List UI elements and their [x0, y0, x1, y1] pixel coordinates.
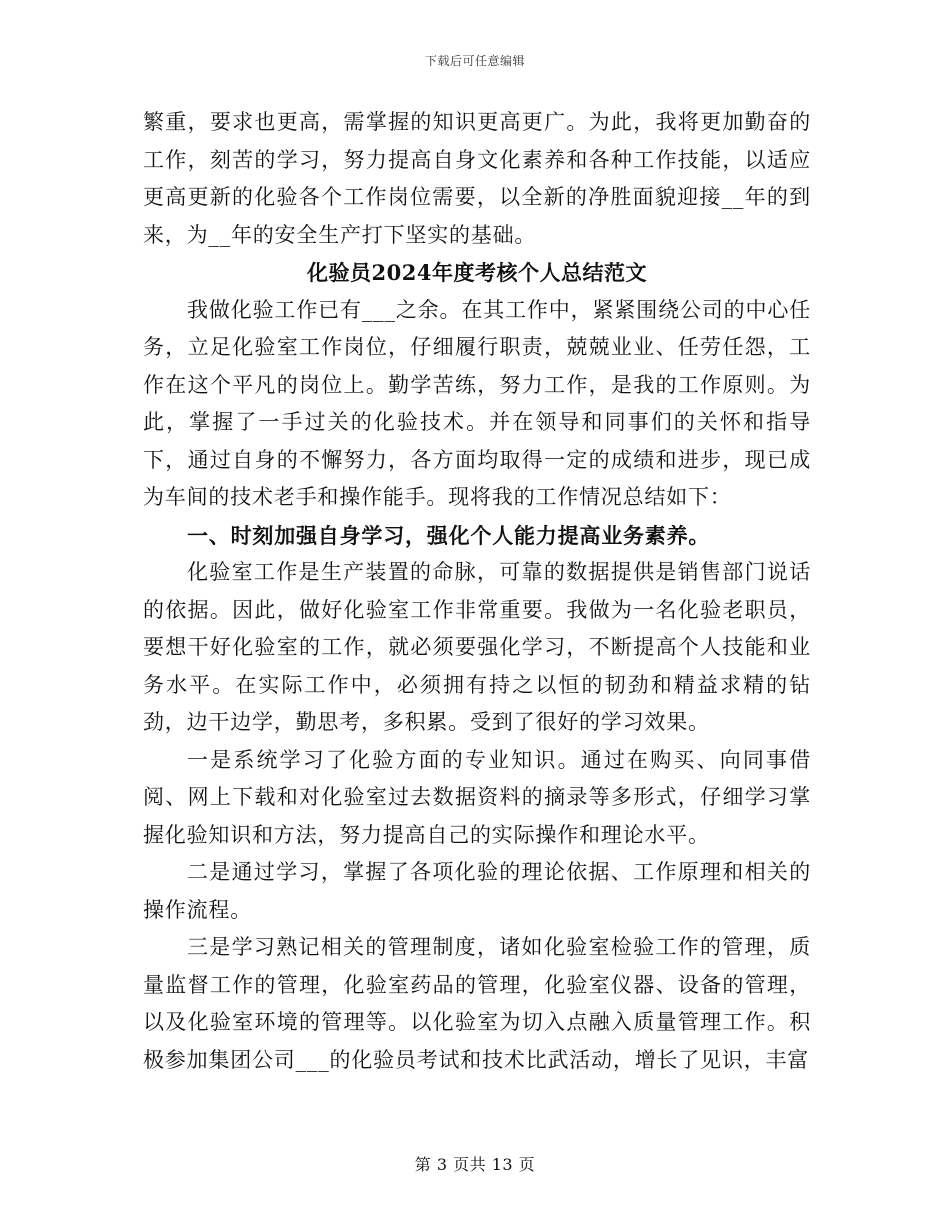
section1-paragraph-4: 三是学习熟记相关的管理制度，诸如化验室检验工作的管理，质量监督工作的管理，化验室药品的管理，化验室仪器、设备的管理，以及化验室环境的管理等。以化验室为切入点融入质量管理工作。积极参加集团公司___的化验员考试和技术比武活动，增长了见识，丰富	[143, 935, 811, 1072]
document-title: 化验员2024年度考核个人总结范文	[307, 260, 647, 285]
page-header-note: 下载后可任意编辑	[424, 54, 525, 68]
document-body	[143, 104, 811, 1079]
intro-paragraph: 我做化验工作已有___之余。在其工作中，紧紧围绕公司的中心任务，立足化验室工作岗位，仔细履行职责，兢兢业业、任劳任怨，工作在这个平凡的岗位上。勤学苦练，努力工作，是我的工作原则。为此，掌握了一手过关的化验技术。并在领导和同事们的关怀和指导下，通过自身的不懈努力，各方面均取得一定的成绩和进步，现已成为车间的技术老手和操作能手。现将我的工作情况总结如下：	[143, 297, 811, 509]
section1-paragraph-3: 二是通过学习，掌握了各项化验的理论依据、工作原理和相关的操作流程。	[143, 860, 811, 922]
page-number: 第 3 页共 13 页	[414, 1155, 536, 1174]
section1-paragraph-2: 一是系统学习了化验方面的专业知识。通过在购买、向同事借阅、网上下载和对化验室过去数据资料的摘录等多形式，仔细学习掌握化验知识和方法，努力提高自己的实际操作和理论水平。	[143, 747, 811, 847]
section-heading-1: 一、时刻加强自身学习，强化个人能力提高业务素养。	[187, 522, 711, 548]
continuation-paragraph: 繁重，要求也更高，需掌握的知识更高更广。为此，我将更加勤奋的工作，刻苦的学习，努力提高自身文化素养和各种工作技能，以适应更高更新的化验各个工作岗位需要，以全新的净胜面貌迎接__年的到来，为__年的安全生产打下坚实的基础。	[143, 110, 811, 247]
section1-paragraph-1: 化验室工作是生产装置的命脉，可靠的数据提供是销售部门说话的依据。因此，做好化验室工作非常重要。我做为一名化验老职员，要想干好化验室的工作，就必须要强化学习，不断提高个人技能和业务水平。在实际工作中，必须拥有持之以恒的韧劲和精益求精的钻劲，边干边学，勤思考，多积累。受到了很好的学习效果。	[143, 560, 811, 734]
